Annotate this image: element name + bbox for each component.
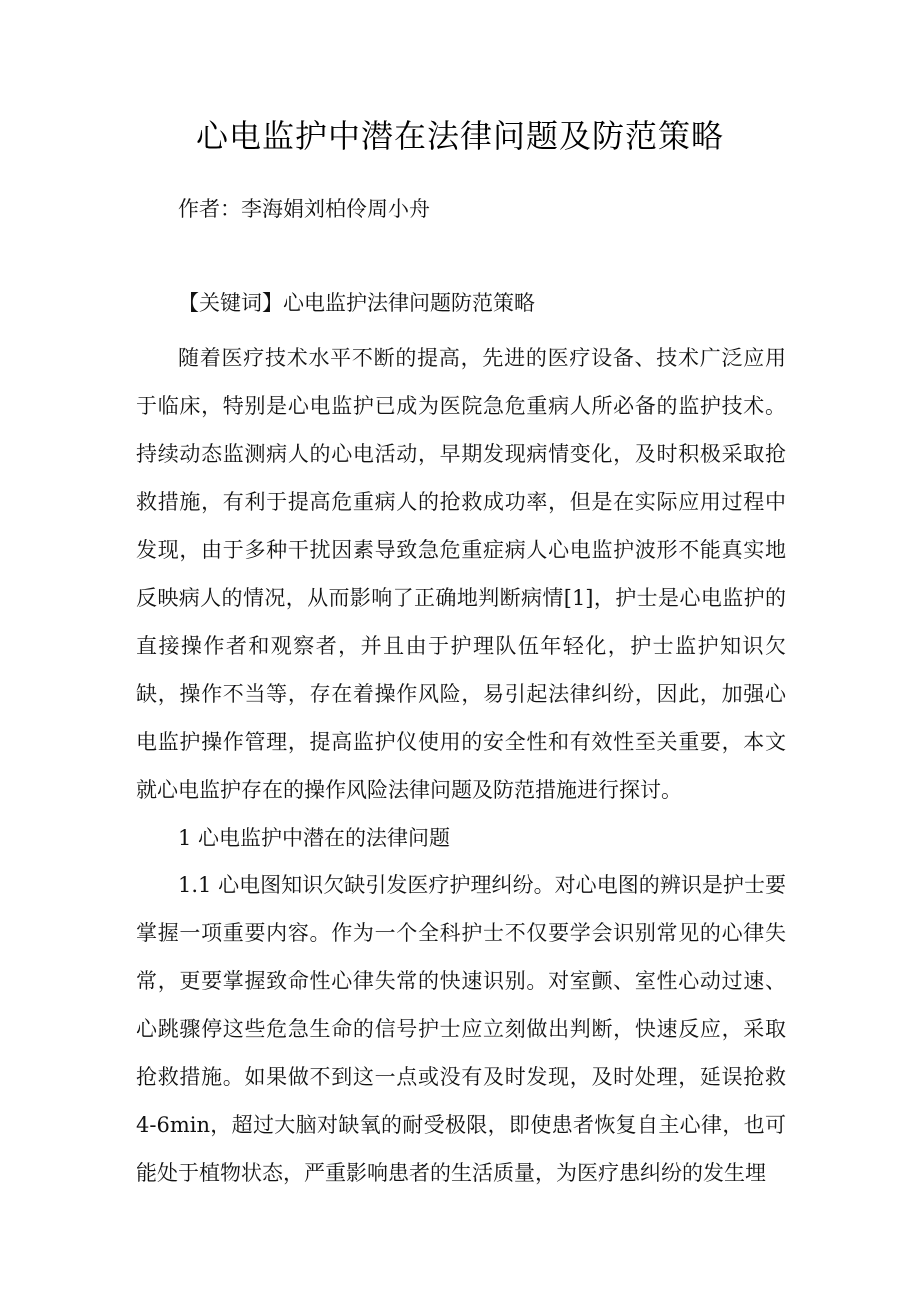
author-names: 李海娟刘柏伶周小舟	[241, 197, 430, 221]
body-paragraph-intro	[136, 334, 786, 814]
section-heading: 1 心电监护中潜在的法律问题	[178, 826, 451, 850]
keywords-label: 【关键词】	[178, 291, 283, 315]
author-line	[178, 194, 430, 224]
body-paragraph-1-1	[136, 861, 786, 1197]
document-title: 心电监护中潜在法律问题及防范策略	[195, 117, 724, 155]
paragraph-text: 1.1 心电图知识欠缺引发医疗护理纠纷。对心电图的辨识是护士要掌握一项重要内容。作为一个全科护士不仅要学会识别常见的心律失常，更要掌握致命性心律失常的快速识别。对室颤、室性心动过速、心跳骤停这些危急生命的信号护士应立刻做出判断，快速反应，采取抢救措施。如果做不到这一点或没有及时发现，及时处理，延误抢救4-6min，超过大脑对缺氧的耐受极限，即使患者恢复自主心律，也可能处于植物状态，严重影响患者的生活质量，为医疗患纠纷的发生埋	[136, 873, 786, 1185]
paragraph-text: 随着医疗技术水平不断的提高，先进的医疗设备、技术广泛应用于临床，特别是心电监护已成为医院急危重病人所必备的监护技术。持续动态监测病人的心电活动，早期发现病情变化，及时积极采取抢救措施，有利于提高危重病人的抢救成功率，但是在实际应用过程中发现，由于多种干扰因素导致急危重症病人心电监护波形不能真实地反映病人的情况，从而影响了正确地判断病情[1]，护士是心电监护的直接操作者和观察者，并且由于护理队伍年轻化，护士监护知识欠缺，操作不当等，存在着操作风险，易引起法律纠纷，因此，加强心电监护操作管理，提高监护仪使用的安全性和有效性至关重要，本文就心电监护存在的操作风险法律问题及防范措施进行探讨。	[136, 346, 786, 802]
keywords-text: 心电监护法律问题防范策略	[283, 291, 535, 315]
author-label: 作者：	[178, 197, 241, 221]
section-heading-block	[136, 814, 786, 862]
keywords-line	[178, 288, 535, 318]
